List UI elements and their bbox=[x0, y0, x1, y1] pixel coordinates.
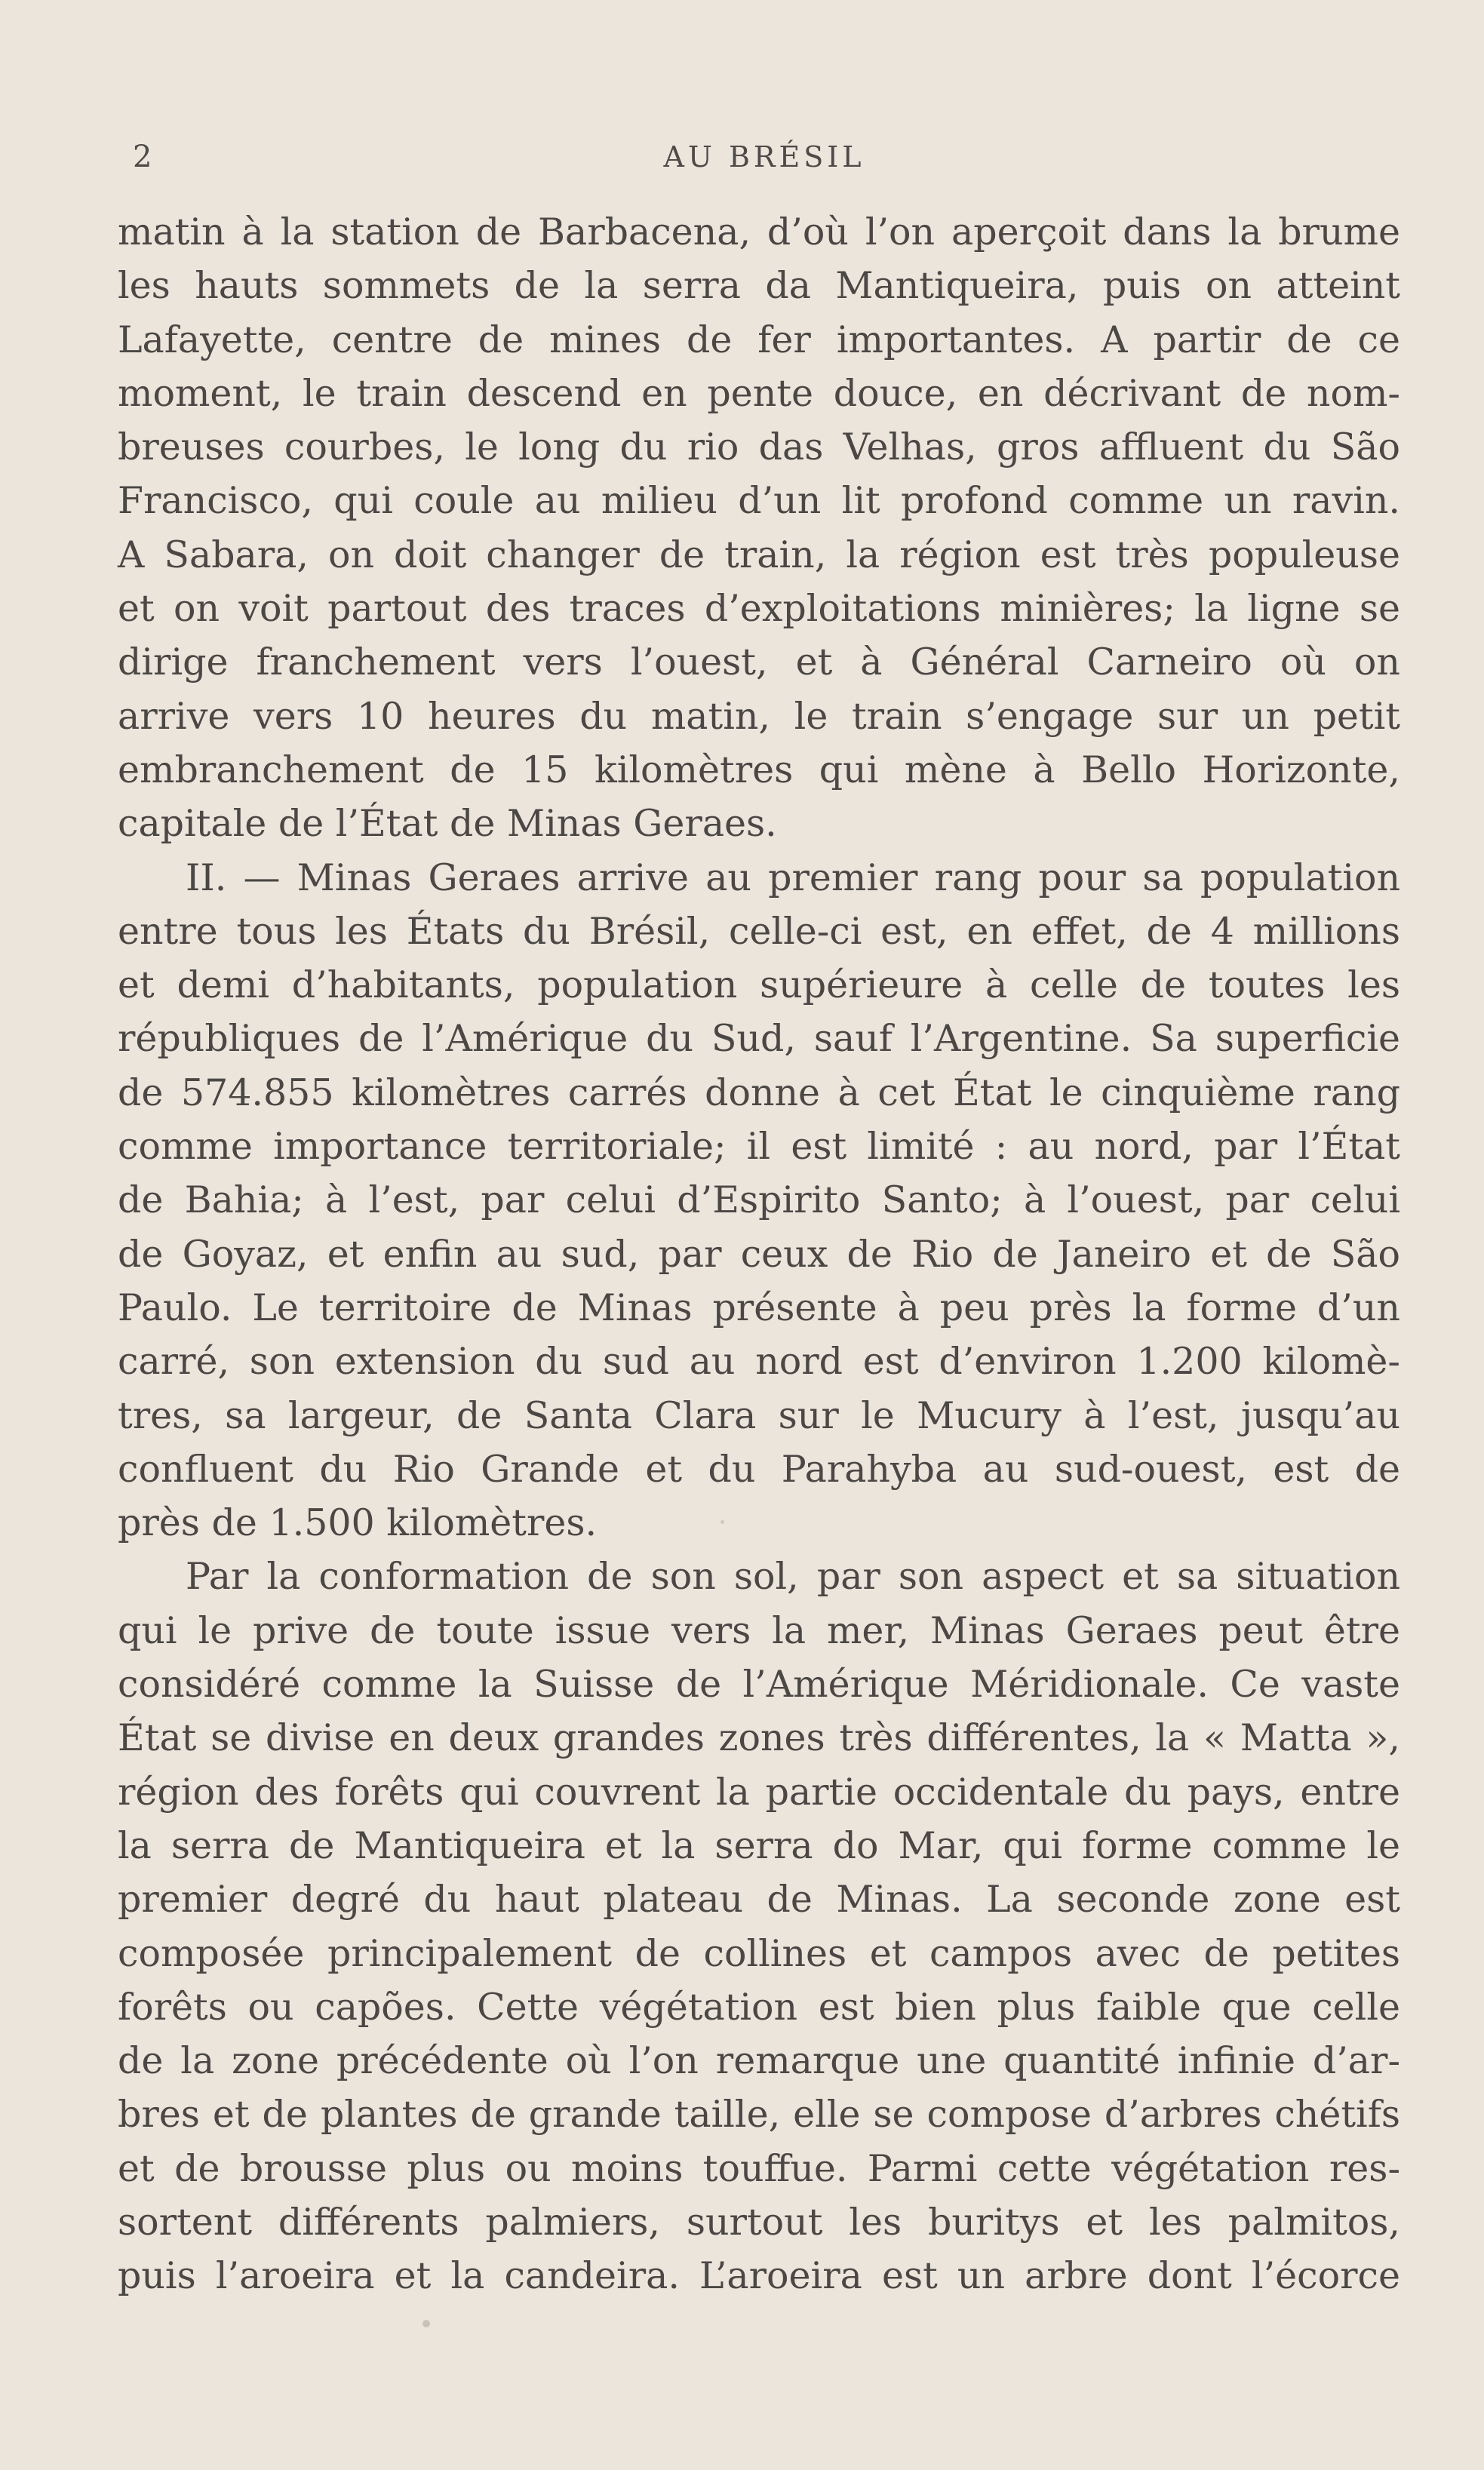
text-line: région des forêts qui couvrent la partie occidentale du pays, entre bbox=[118, 1770, 1400, 1814]
text-line: A Sabara, on doit changer de train, la région est très populeuse bbox=[118, 533, 1400, 576]
text-line: bres et de plantes de grande taille, elle se compose d’arbres chétifs bbox=[118, 2093, 1400, 2137]
text-line: et on voit partout des traces d’exploitations minières; la ligne se bbox=[118, 587, 1400, 631]
text-line: et de brousse plus ou moins touffue. Parmi cette végétation res- bbox=[118, 2146, 1400, 2190]
text-line: arrive vers 10 heures du matin, le train s’engage sur un petit bbox=[118, 694, 1400, 738]
text-line: forêts ou capões. Cette végétation est bien plus faible que celle bbox=[118, 1985, 1400, 2029]
text-line: comme importance territoriale; il est limité : au nord, par l’État bbox=[118, 1125, 1400, 1169]
text-line: composée principalement de collines et campos avec de petites bbox=[118, 1931, 1400, 1975]
text-line: Paulo. Le territoire de Minas présente à peu près la forme d’un bbox=[118, 1286, 1400, 1329]
text-line: Francisco, qui coule au milieu d’un lit profond comme un ravin. bbox=[118, 479, 1400, 523]
text-line: républiques de l’Amérique du Sud, sauf l’Argentine. Sa superficie bbox=[118, 1017, 1400, 1061]
text-line: carré, son extension du sud au nord est d’environ 1.200 kilomè- bbox=[118, 1340, 1400, 1384]
text-line: sortent différents palmiers, surtout les buritys et les palmitos, bbox=[118, 2200, 1400, 2244]
text-line: qui le prive de toute issue vers la mer, Minas Geraes peut être bbox=[118, 1608, 1400, 1652]
text-line: puis l’aroeira et la candeira. L’aroeira est un arbre dont l’écorce bbox=[118, 2254, 1400, 2298]
text-line: de la zone précédente où l’on remarque une quantité infinie d’ar- bbox=[118, 2039, 1400, 2083]
text-line: Lafayette, centre de mines de fer importantes. A partir de ce bbox=[118, 318, 1400, 361]
text-line: dirige franchement vers l’ouest, et à Général Carneiro où on bbox=[118, 641, 1400, 684]
text-line: II. — Minas Geraes arrive au premier rang pour sa population bbox=[186, 856, 1400, 899]
page-header bbox=[127, 134, 1402, 180]
text-line: breuses courbes, le long du rio das Velhas, gros affluent du São bbox=[118, 425, 1400, 469]
text-line: confluent du Rio Grande et du Parahyba au sud-ouest, est de bbox=[118, 1447, 1400, 1491]
page-number: 2 bbox=[133, 140, 152, 174]
text-line: premier degré du haut plateau de Minas. La seconde zone est bbox=[118, 1878, 1400, 1922]
text-line: tres, sa largeur, de Santa Clara sur le Mucury à l’est, jusqu’au bbox=[118, 1393, 1400, 1437]
text-line: capitale de l’État de Minas Geraes. bbox=[118, 802, 777, 846]
text-line: et demi d’habitants, population supérieure à celle de toutes les bbox=[118, 963, 1400, 1007]
text-line: la serra de Mantiqueira et la serra do Mar, qui forme comme le bbox=[118, 1823, 1400, 1867]
text-line: de Goyaz, et enfin au sud, par ceux de Rio de Janeiro et de São bbox=[118, 1232, 1400, 1276]
text-line: matin à la station de Barbacena, d’où l’on aperçoit dans la brume bbox=[118, 210, 1400, 253]
text-line: les hauts sommets de la serra da Mantiqueira, puis on atteint bbox=[118, 264, 1400, 308]
running-title: AU BRÉSIL bbox=[663, 140, 865, 174]
text-line: entre tous les États du Brésil, celle-ci est, en effet, de 4 millions bbox=[118, 909, 1400, 953]
body-text bbox=[118, 205, 1400, 2303]
text-line: considéré comme la Suisse de l’Amérique Méridionale. Ce vaste bbox=[118, 1663, 1400, 1707]
text-line: de 574.855 kilomètres carrés donne à cet État le cinquième rang bbox=[118, 1071, 1400, 1114]
text-line: embranchement de 15 kilomètres qui mène à Bello Horizonte, bbox=[118, 748, 1400, 791]
text-line: État se divise en deux grandes zones très différentes, la « Matta », bbox=[118, 1716, 1400, 1760]
paper-speck bbox=[422, 2320, 430, 2327]
text-line: de Bahia; à l’est, par celui d’Espirito Santo; à l’ouest, par celui bbox=[118, 1178, 1400, 1222]
paper-speck bbox=[720, 1520, 724, 1524]
text-line: près de 1.500 kilomètres. bbox=[118, 1501, 598, 1545]
text-line: moment, le train descend en pente douce, en décrivant de nom- bbox=[118, 371, 1400, 415]
text-line: Par la conformation de son sol, par son aspect et sa situation bbox=[186, 1555, 1400, 1599]
